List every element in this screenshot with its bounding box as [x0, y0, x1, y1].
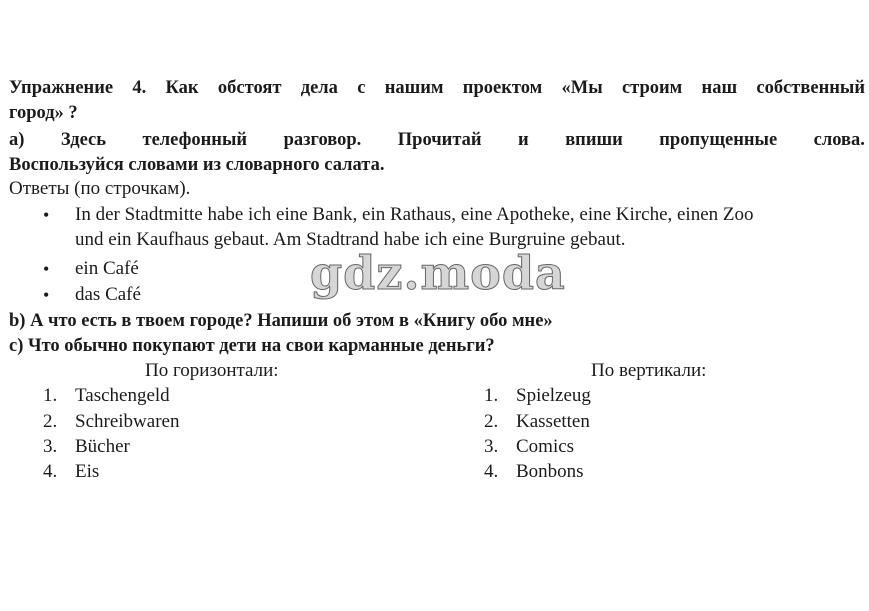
- bullet-marker-3: •: [43, 285, 50, 305]
- horizontal-number-2: 2.: [43, 411, 58, 432]
- horizontal-number-4: 4.: [43, 461, 58, 482]
- exercise-title-line2: город» ?: [9, 103, 78, 123]
- title-word-2: 4.: [132, 78, 147, 98]
- task-a-word-4: разговор.: [283, 130, 362, 150]
- task-a-word-2: Здесь: [60, 130, 106, 150]
- horizontal-label: По горизонтали:: [145, 360, 279, 381]
- title-word-3: Как: [165, 78, 199, 98]
- title-word-10: строим: [621, 78, 683, 98]
- title-word-8: проектом: [462, 78, 543, 98]
- vertical-number-1: 1.: [484, 385, 499, 406]
- horizontal-number-3: 3.: [43, 436, 58, 457]
- horizontal-word-2: Schreibwaren: [75, 411, 180, 432]
- task-b: b) А что есть в твоем городе? Напиши об этом в «Книгу обо мне»: [9, 311, 553, 331]
- answers-label: Ответы (по строчкам).: [9, 178, 191, 199]
- title-word-9: «Мы: [561, 78, 603, 98]
- bullet-item-1-continuation: und ein Kaufhaus gebaut. Am Stadtrand habe ich eine Burgruine gebaut.: [75, 229, 626, 250]
- task-a-word-6: и: [518, 130, 529, 150]
- bullet-item-2: ein Café: [75, 258, 139, 279]
- vertical-word-2: Kassetten: [516, 411, 590, 432]
- bullet-item-1: In der Stadtmitte habe ich eine Bank, ein Rathaus, eine Apotheke, eine Kirche, einen Zoo: [75, 204, 754, 225]
- vertical-number-3: 3.: [484, 436, 499, 457]
- vertical-number-4: 4.: [484, 461, 499, 482]
- watermark-logo: gdz.moda: [310, 246, 566, 300]
- horizontal-word-3: Bücher: [75, 436, 130, 457]
- exercise-title-line1: [9, 76, 865, 100]
- title-word-7: нашим: [384, 78, 444, 98]
- title-word-1: Упражнение: [9, 78, 114, 98]
- title-word-4: обстоят: [217, 78, 282, 98]
- horizontal-word-4: Eis: [75, 461, 100, 482]
- vertical-number-2: 2.: [484, 411, 499, 432]
- task-a-line1: [9, 128, 865, 152]
- title-word-6: с: [357, 78, 366, 98]
- bullet-marker-2: •: [43, 259, 50, 279]
- task-a-line2: Воспользуйся словами из словарного салата.: [9, 155, 385, 175]
- task-a-word-5: Прочитай: [397, 130, 482, 150]
- bullet-marker-1: •: [43, 205, 50, 225]
- task-a-word-7: впиши: [565, 130, 623, 150]
- title-word-12: собственный: [756, 78, 865, 98]
- horizontal-number-1: 1.: [43, 385, 58, 406]
- task-a-word-9: слова.: [813, 130, 865, 150]
- bullet-item-3: das Café: [75, 284, 141, 305]
- vertical-label: По вертикали:: [591, 360, 707, 381]
- vertical-word-3: Comics: [516, 436, 575, 457]
- task-a-word-3: телефонный: [142, 130, 248, 150]
- vertical-word-1: Spielzeug: [516, 385, 591, 406]
- task-a-word-1: а): [9, 130, 25, 150]
- horizontal-word-1: Taschengeld: [75, 385, 170, 406]
- task-a-word-8: пропущенные: [659, 130, 778, 150]
- vertical-word-4: Bonbons: [516, 461, 584, 482]
- task-c: c) Что обычно покупают дети на свои карманные деньги?: [9, 336, 495, 356]
- title-word-11: наш: [701, 78, 738, 98]
- title-word-5: дела: [300, 78, 338, 98]
